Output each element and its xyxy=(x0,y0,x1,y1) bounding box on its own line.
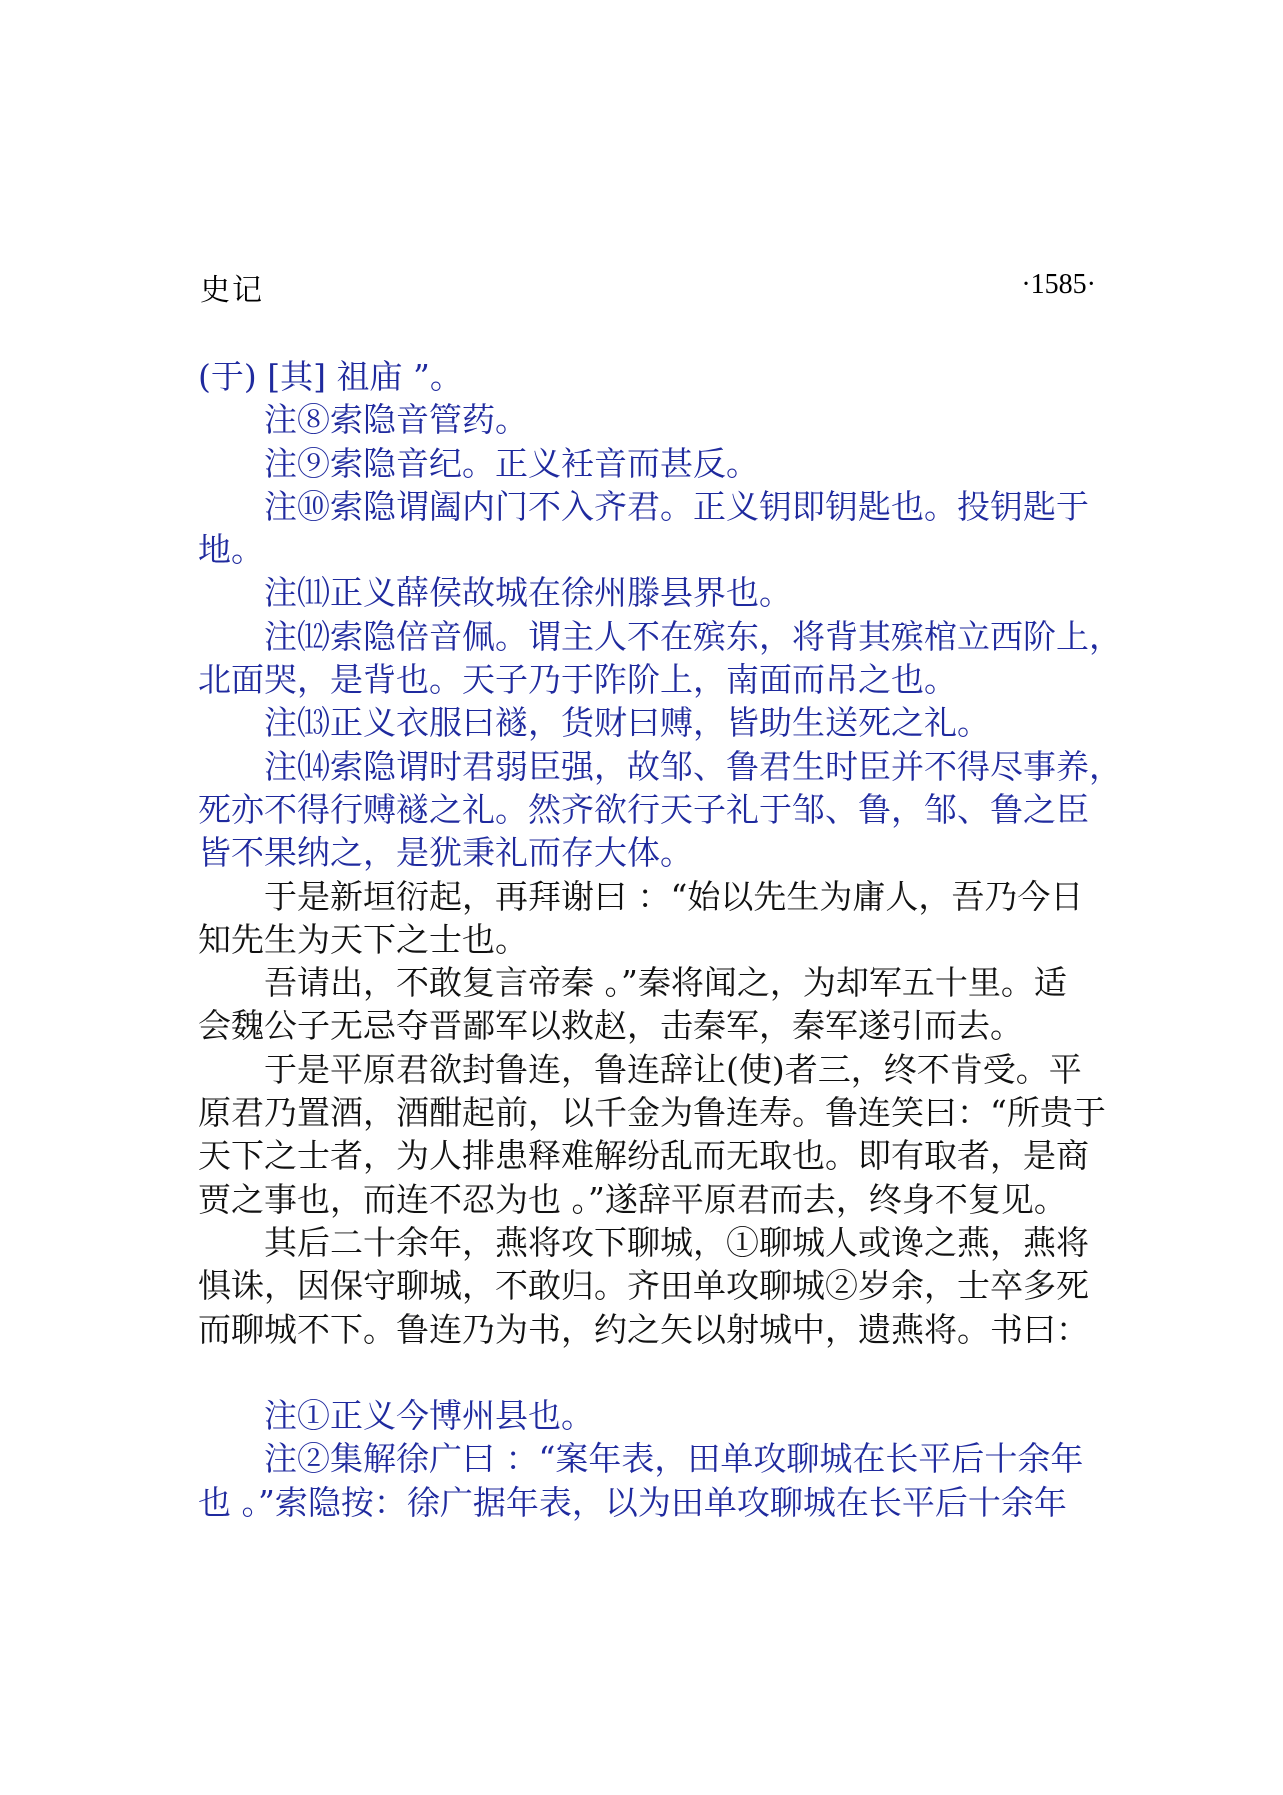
body-text-line: 贾之事也，而连不忍为也 。”遂辞平原君而去，终身不复见。 xyxy=(198,1179,1067,1219)
annotation-line: 注⑧索隐音管药。 xyxy=(264,400,528,440)
book-title: 史记 xyxy=(200,273,264,308)
text-body xyxy=(198,355,1122,1524)
annotation-line: 注⑿索隐倍音佩。谓主人不在殡东，将背其殡棺立西阶上， xyxy=(264,616,1122,656)
body-text-line: 吾请出，不敢复言帝秦 。”秦将闻之，为却军五十里。适 xyxy=(264,963,1067,1003)
page-number: ·1585· xyxy=(1021,269,1096,300)
annotation-line: (于) [其] 祖庙 ”。 xyxy=(198,357,463,396)
annotation-line: 注①正义今博州县也。 xyxy=(264,1396,594,1436)
body-text-line: 天下之士者，为人排患释难解纷乱而无取也。即有取者，是商 xyxy=(198,1136,1089,1176)
annotation-line: 注⒀正义衣服曰襚，货财曰赙，皆助生送死之礼。 xyxy=(264,703,990,743)
annotation-line: 死亦不得行赙襚之礼。然齐欲行天子礼于邹、鲁，邹、鲁之臣 xyxy=(198,789,1089,829)
body-text-line: 于是平原君欲封鲁连，鲁连辞让(使)者三，终不肯受。平 xyxy=(264,1049,1082,1089)
body-text-line: 惧诛，因保守聊城，不敢归。齐田单攻聊城②岁余，士卒多死 xyxy=(198,1266,1089,1306)
page-header xyxy=(200,265,1096,315)
body-text-line: 原君乃置酒，酒酣起前，以千金为鲁连寿。鲁连笑曰：“所贵于 xyxy=(198,1093,1106,1133)
annotation-line: 注②集解徐广曰 ：“案年表，田单攻聊城在长平后十余年 xyxy=(264,1439,1084,1479)
annotation-line: 北面哭，是背也。天子乃于阼阶上，南面而吊之也。 xyxy=(198,660,957,700)
annotation-line: 注⑾正义薛侯故城在徐州滕县界也。 xyxy=(264,573,792,613)
annotation-line: 地。 xyxy=(198,530,264,570)
annotation-line: 注⑩索隐谓阖内门不入齐君。正义钥即钥匙也。投钥匙于 xyxy=(264,486,1089,526)
body-text-line: 知先生为天下之士也。 xyxy=(198,919,528,959)
body-text-line: 而聊城不下。鲁连乃为书，约之矢以射城中，遗燕将。书曰： xyxy=(198,1309,1089,1349)
blank-line xyxy=(198,1351,1098,1394)
annotation-line: 皆不果纳之，是犹秉礼而存大体。 xyxy=(198,833,693,873)
body-text-line: 于是新垣衍起，再拜谢曰 ：“始以先生为庸人，吾乃今日 xyxy=(264,876,1084,916)
annotation-line: 注⒁索隐谓时君弱臣强，故邹、鲁君生时臣并不得尽事养， xyxy=(264,746,1122,786)
body-text-line: 会魏公子无忌夺晋鄙军以救赵，击秦军，秦军遂引而去。 xyxy=(198,1006,1023,1046)
annotation-line: 注⑨索隐音纪。正义衽音而甚反。 xyxy=(264,443,759,483)
annotation-line: 也 。”索隐按：徐广据年表，以为田单攻聊城在长平后十余年 xyxy=(198,1482,1067,1522)
body-text-line: 其后二十余年，燕将攻下聊城，①聊城人或谗之燕，燕将 xyxy=(264,1222,1089,1262)
